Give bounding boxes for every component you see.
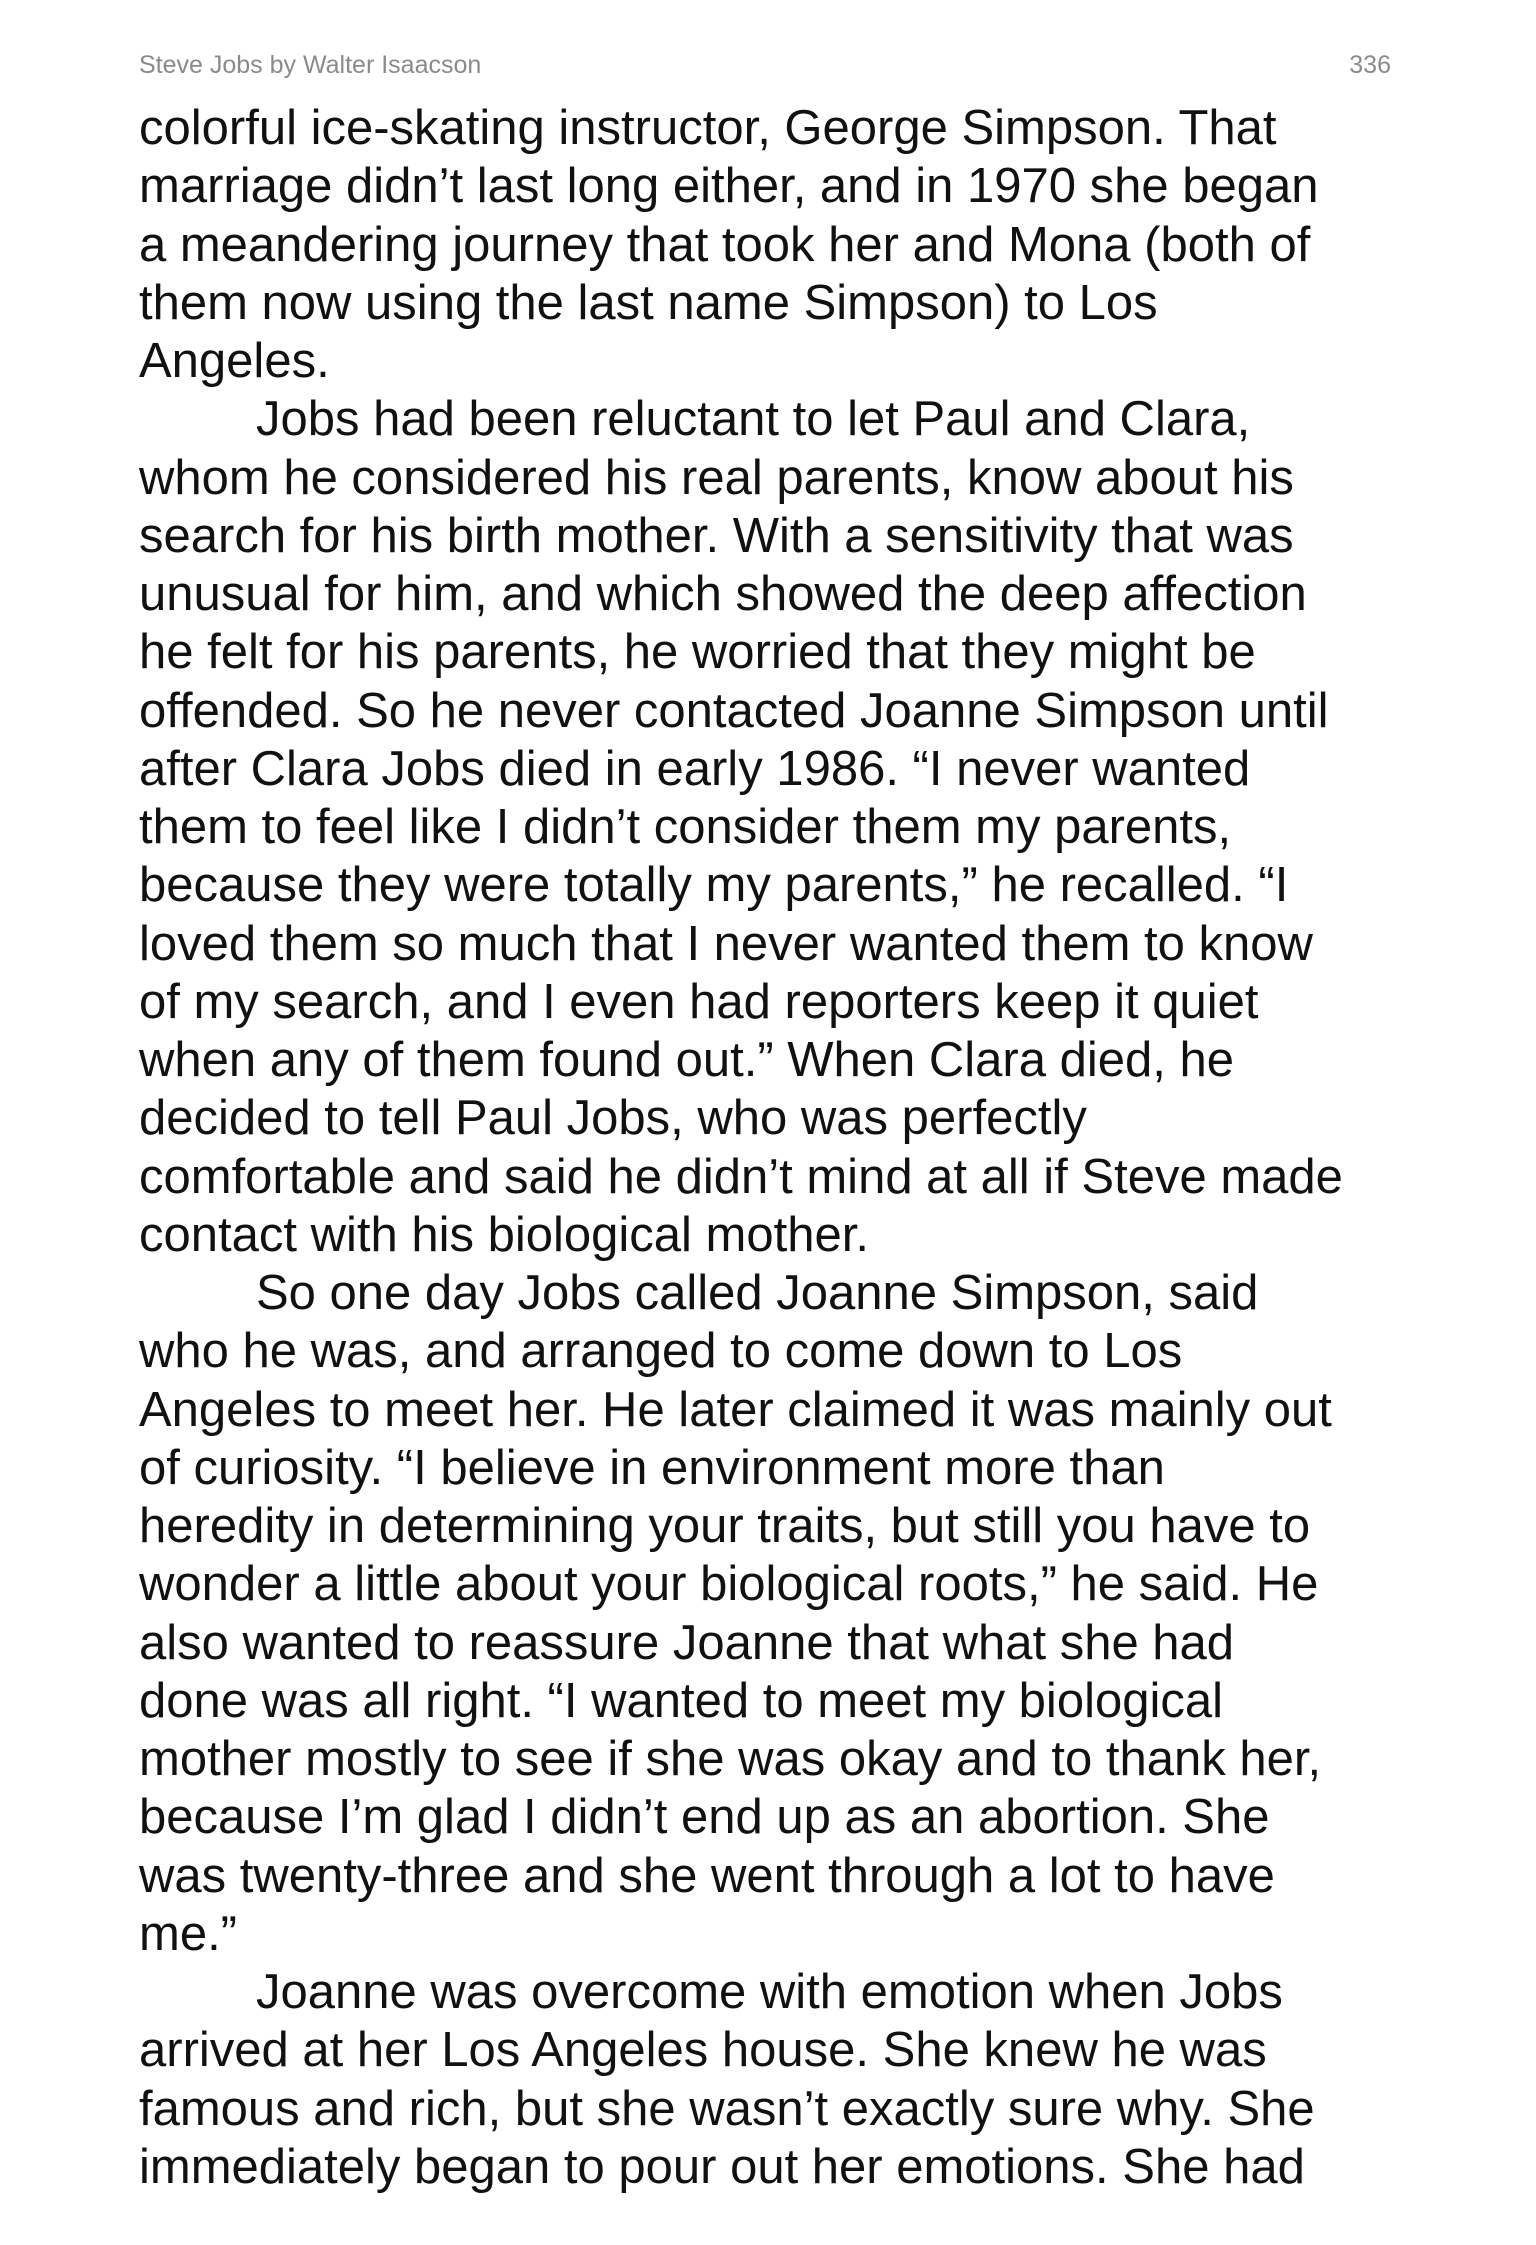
text-line: wonder a little about your biological roots,” he said. He [139, 1557, 1319, 1612]
text-line: a meandering journey that took her and Mona (both of [139, 217, 1311, 272]
text-line: when any of them found out.” When Clara died, he [139, 1033, 1234, 1087]
text-line: immediately began to pour out her emotions. She had [139, 2139, 1305, 2194]
text-line: decided to tell Paul Jobs, who was perfectly [139, 1091, 1087, 1146]
text-line: of curiosity. “I believe in environment more than [139, 1440, 1165, 1495]
text-line: loved them so much that I never wanted them to know [139, 916, 1313, 971]
text-line: because I’m glad I didn’t end up as an abortion. She [139, 1790, 1270, 1845]
text-line: heredity in determining your traits, but still you have to [139, 1499, 1311, 1553]
page-number: 336 [1349, 51, 1391, 79]
text-line: done was all right. “I wanted to meet my biological [139, 1673, 1223, 1728]
text-line: Angeles. [139, 334, 330, 388]
text-line: offended. So he never contacted Joanne Simpson until [139, 683, 1329, 738]
text-line: them now using the last name Simpson) to Los [139, 275, 1158, 330]
text-line: Jobs had been reluctant to let Paul and Clara, [256, 392, 1251, 447]
text-line: was twenty-three and she went through a lot to have [139, 1848, 1275, 1903]
text-line: whom he considered his real parents, know about his [139, 450, 1294, 505]
text-line: arrived at her Los Angeles house. She knew he was [139, 2023, 1267, 2078]
text-line: marriage didn’t last long either, and in 1970 she began [139, 159, 1319, 214]
text-line: because they were totally my parents,” he recalled. “I [139, 858, 1289, 913]
text-line: unusual for him, and which showed the deep affection [139, 567, 1307, 621]
text-line: me.” [139, 1906, 237, 1961]
text-line: famous and rich, but she wasn’t exactly sure why. She [139, 2081, 1315, 2136]
text-line: Joanne was overcome with emotion when Jobs [256, 1965, 1283, 2019]
text-line: Angeles to meet her. He later claimed it was mainly out [139, 1382, 1332, 1437]
text-line: of my search, and I even had reporters keep it quiet [139, 974, 1259, 1029]
text-line: after Clara Jobs died in early 1986. “I never wanted [139, 741, 1251, 796]
text-line: them to feel like I didn’t consider them my parents, [139, 800, 1232, 854]
text-line: So one day Jobs called Joanne Simpson, said [256, 1266, 1259, 1320]
running-header [139, 48, 1391, 82]
book-title: Steve Jobs by Walter Isaacson [139, 51, 482, 79]
text-line: comfortable and said he didn’t mind at all if Steve made [139, 1149, 1343, 1204]
text-line: also wanted to reassure Joanne that what she had [139, 1615, 1235, 1670]
text-line: colorful ice-skating instructor, George Simpson. That [139, 101, 1277, 155]
text-line: he felt for his parents, he worried that they might be [139, 625, 1256, 680]
text-line: mother mostly to see if she was okay and to thank her, [139, 1732, 1322, 1786]
text-line: search for his birth mother. With a sensitivity that was [139, 508, 1294, 563]
text-line: who he was, and arranged to come down to Los [139, 1324, 1183, 1379]
body-text [139, 99, 1429, 2196]
text-line: contact with his biological mother. [139, 1207, 869, 1262]
